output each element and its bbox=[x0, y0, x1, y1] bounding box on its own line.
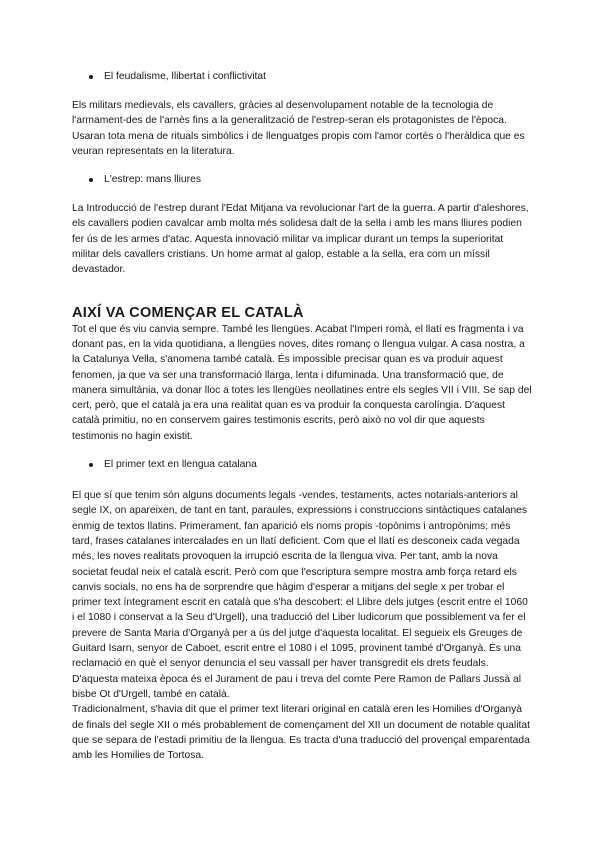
paragraph-homilies: Tradicionalment, s'havia dit que el primer text literari original en català eren les Homilies d'Organyà de finals del segle XII o més probablement de començament del XII un document de notable qualitat que se separa de l'estadi primitiu de la llengua. Es tracta d'una traducció del provençal emparentada amb les Homilies de Tortosa. bbox=[72, 704, 530, 762]
paragraph-origen: Tot el que és viu canvia sempre. També les llengües. Acabat l'Imperi romà, el llatí es fragmenta i va donant pas, en la vida quotidiana, a llengües noves, dites romanç o llengua vulgar. A casa nostra, a la Catalunya Vella, s'anomena també català. És impossible precisar quan es va produir aquest fenomen, ja que va ser una transformació llarga, lenta i difuminada. Una transformació que, de manera simultània, va donar lloc a totes les llengües neollatines entre els segles VII i VIII. Se sap del cert, però, que el català ja era una realitat quan es va produir la conquesta carolíngia. D'aquest català primitiu, no en conservem gaires testimonis escrits, però això no vol dir que aquests testimonis no hagin existit. bbox=[72, 323, 532, 442]
bullet-feudalisme bbox=[72, 70, 532, 84]
bullet-dot-icon bbox=[89, 463, 93, 467]
document-page bbox=[72, 70, 532, 763]
bullet-text: L'estrep: mans lliures bbox=[104, 174, 201, 186]
paragraph-documents: El que sí que tenim són alguns documents legals -vendes, testaments, actes notarials-anteriors al segle IX, on apareixen, de tant en tant, paraules, expressions i construccions sintàctiques catalanes enmig de textos llatins. Primerament, fan aparició els noms propis -topònims i antropònims; més tard, frases catalanes intercalades en un llatí deficient. Com que el llatí es desconeix cada vegada més, les noves realitats provoquen la irrupció escrita de la llengua viva. Per tant, amb la nova societat feudal neix el català escrit. Però com que l'escriptura sempre mostra amb força retard els canvis socials, no ens ha de sorprendre que hàgim d'esperar a mitjans del segle x per trobar el primer text íntegrament escrit en català que s'ha descobert: el Llibre dels jutges (escrit entre el 1060 i el 1080 i conservat a la Seu d'Urgell), una traducció del Liber ludicorum que possiblement va fer el prevere de Santa Maria d'Organyà per a ús del jutge d'aquesta localitat. El segueix els Greuges de Guitard Isarn, senyor de Caboet, escrit entre el 1080 i el 1095, provinent també d'Organyà. És una reclamació en què el senyor denuncia el seu vassall per haver transgredit els drets feudals. D'aquesta mateixa època és el Jurament de pau i treva del comte Pere Ramon de Pallars Jussà al bisbe Ot d'Urgell, també en català. bbox=[72, 490, 528, 700]
paragraph-estrep: La Introducció de l'estrep durant l'Edat Mitjana va revolucionar l'art de la guerra. A partir d'aleshores, els cavallers podien cavalcar amb molta més solidesa dalt de la sella i amb les mans lliures podien fer ús de les armes d'atac. Aquesta innovació militar va implicar durant un temps la superioritat militar dels cavallers cristians. Un home armat al galop, estable a la sella, era com un míssil devastador. bbox=[72, 203, 529, 276]
bullet-dot-icon bbox=[89, 75, 93, 79]
paragraph-militars: Els militars medievals, els cavallers, gràcies al desenvolupament notable de la tecnologia de l'armament-des de l'arnès fins a la generalització de l'estrep-seran els protagonistes de l'època. Usaran tota mena de rituals simbòlics i de llenguatges propis com l'amor cortès o l'heràldica que es veuran representats en la literatura. bbox=[72, 100, 525, 157]
bullet-dot-icon bbox=[89, 178, 93, 182]
bullet-estrep bbox=[72, 173, 532, 187]
section-heading: AIXÍ VA COMENÇAR EL CATALÀ bbox=[72, 304, 304, 321]
bullet-primer-text bbox=[72, 458, 532, 472]
bullet-text: El feudalisme, llibertat i conflictivitat bbox=[104, 71, 266, 82]
bullet-text: El primer text en llengua catalana bbox=[104, 459, 257, 471]
